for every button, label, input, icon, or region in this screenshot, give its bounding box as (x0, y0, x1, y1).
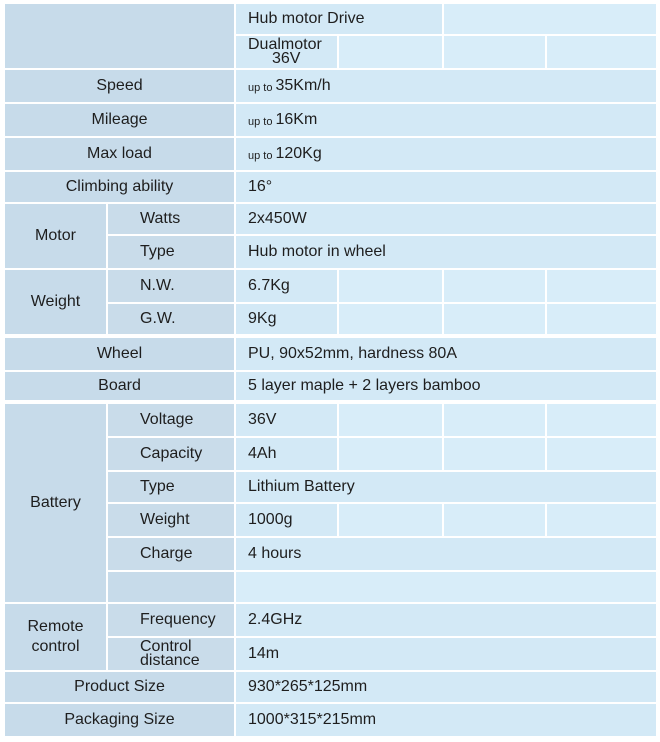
header-dualmotor (236, 36, 337, 68)
header-dualmotor-line2: 36V (272, 50, 301, 67)
mileage-label-text: Mileage (91, 111, 148, 128)
battery-capacity-empty-1 (339, 438, 442, 470)
header-empty-2 (339, 36, 442, 68)
remote-frequency-label-text: Frequency (140, 611, 216, 628)
wheel-label (5, 338, 234, 370)
packaging-size-label-text: Packaging Size (64, 711, 175, 728)
remote-frequency-value-text: 2.4GHz (248, 611, 303, 628)
battery-weight-label-text: Weight (140, 511, 190, 528)
speed-label (5, 70, 234, 102)
battery-capacity-label-text: Capacity (140, 445, 203, 462)
weight-nw-label (108, 270, 234, 302)
packaging-size-value (236, 704, 656, 736)
header-empty-3 (444, 36, 545, 68)
remote-label-line2: control (31, 638, 80, 655)
remote-distance-label-line1: Control (140, 638, 192, 655)
max-load-label (5, 138, 234, 170)
weight-nw-value (236, 270, 337, 302)
max-load-prefix: up to (248, 149, 273, 162)
weight-label-text: Weight (30, 293, 81, 310)
speed-value (236, 70, 656, 102)
motor-label-text: Motor (35, 227, 76, 244)
remote-distance-value (236, 638, 656, 670)
speed-value-text: 35Km/h (275, 77, 331, 94)
max-load-value (236, 138, 656, 170)
climbing-value (236, 172, 656, 202)
packaging-size-label (5, 704, 234, 736)
battery-blank-label (108, 572, 234, 602)
remote-frequency-value (236, 604, 656, 636)
battery-type-label-text: Type (140, 478, 175, 495)
header-hub-motor-text: Hub motor Drive (248, 10, 365, 27)
remote-distance-label (108, 638, 234, 670)
header-dualmotor-line1: Dualmotor (248, 36, 322, 53)
battery-capacity-value (236, 438, 337, 470)
weight-gw-empty-1 (339, 304, 442, 334)
weight-nw-empty-1 (339, 270, 442, 302)
weight-gw-label-text: G.W. (140, 310, 176, 327)
product-size-label-text: Product Size (74, 678, 165, 695)
weight-gw-value-text: 9Kg (248, 310, 277, 327)
remote-frequency-label (108, 604, 234, 636)
weight-gw-value (236, 304, 337, 334)
battery-weight-empty-2 (444, 504, 545, 536)
battery-charge-value-text: 4 hours (248, 545, 302, 562)
battery-type-value (236, 472, 656, 502)
motor-type-label-text: Type (140, 243, 175, 260)
battery-type-label (108, 472, 234, 502)
wheel-label-text: Wheel (96, 345, 143, 362)
battery-voltage-value (236, 404, 337, 436)
remote-label-line1: Remote (27, 618, 84, 635)
header-empty-1 (444, 4, 656, 34)
product-size-label (5, 672, 234, 702)
battery-blank-value (236, 572, 656, 602)
motor-type-value (236, 236, 656, 268)
header-hub-motor (236, 4, 442, 34)
board-value-text: 5 layer maple + 2 layers bamboo (248, 377, 481, 394)
battery-voltage-value-text: 36V (248, 411, 277, 428)
remote-distance-label-line2: distance (140, 652, 200, 669)
battery-charge-value (236, 538, 656, 570)
product-size-value-text: 930*265*125mm (248, 678, 368, 695)
mileage-value-text: 16Km (275, 111, 318, 128)
battery-type-value-text: Lithium Battery (248, 478, 355, 495)
motor-label (5, 204, 106, 268)
battery-label-text: Battery (30, 494, 81, 511)
motor-watts-value-text: 2x450W (248, 210, 307, 227)
weight-gw-empty-3 (547, 304, 656, 334)
remote-distance-value-text: 14m (248, 645, 280, 662)
wheel-value (236, 338, 656, 370)
battery-voltage-label-text: Voltage (140, 411, 194, 428)
packaging-size-value-text: 1000*315*215mm (248, 711, 377, 728)
mileage-prefix: up to (248, 115, 273, 128)
weight-nw-value-text: 6.7Kg (248, 277, 290, 294)
motor-type-label (108, 236, 234, 268)
battery-weight-value-text: 1000g (248, 511, 293, 528)
motor-watts-label (108, 204, 234, 234)
battery-voltage-empty-3 (547, 404, 656, 436)
speed-prefix: up to (248, 81, 273, 94)
battery-voltage-empty-2 (444, 404, 545, 436)
climbing-label (5, 172, 234, 202)
battery-capacity-empty-3 (547, 438, 656, 470)
remote-label (5, 604, 106, 670)
battery-capacity-label (108, 438, 234, 470)
board-value (236, 372, 656, 400)
max-load-value-text: 120Kg (275, 145, 322, 162)
battery-weight-empty-3 (547, 504, 656, 536)
battery-voltage-empty-1 (339, 404, 442, 436)
speed-label-text: Speed (96, 77, 143, 94)
board-label (5, 372, 234, 400)
weight-nw-label-text: N.W. (140, 277, 175, 294)
battery-weight-value (236, 504, 337, 536)
wheel-value-text: PU, 90x52mm, hardness 80A (248, 345, 457, 362)
weight-gw-empty-2 (444, 304, 545, 334)
weight-nw-empty-3 (547, 270, 656, 302)
weight-gw-label (108, 304, 234, 334)
battery-weight-label (108, 504, 234, 536)
battery-capacity-empty-2 (444, 438, 545, 470)
max-load-label-text: Max load (87, 145, 152, 162)
mileage-label (5, 104, 234, 136)
header-empty-4 (547, 36, 656, 68)
battery-charge-label (108, 538, 234, 570)
motor-watts-value (236, 204, 656, 234)
battery-charge-label-text: Charge (140, 545, 193, 562)
weight-nw-empty-2 (444, 270, 545, 302)
motor-watts-label-text: Watts (140, 210, 181, 227)
battery-voltage-label (108, 404, 234, 436)
climbing-value-text: 16° (248, 178, 273, 195)
header-label-blank (5, 4, 234, 68)
battery-capacity-value-text: 4Ah (248, 445, 277, 462)
mileage-value (236, 104, 656, 136)
board-label-text: Board (98, 377, 141, 394)
climbing-label-text: Climbing ability (65, 178, 174, 195)
product-size-value (236, 672, 656, 702)
battery-weight-empty-1 (339, 504, 442, 536)
motor-type-value-text: Hub motor in wheel (248, 243, 386, 260)
weight-label (5, 270, 106, 334)
battery-label (5, 404, 106, 602)
